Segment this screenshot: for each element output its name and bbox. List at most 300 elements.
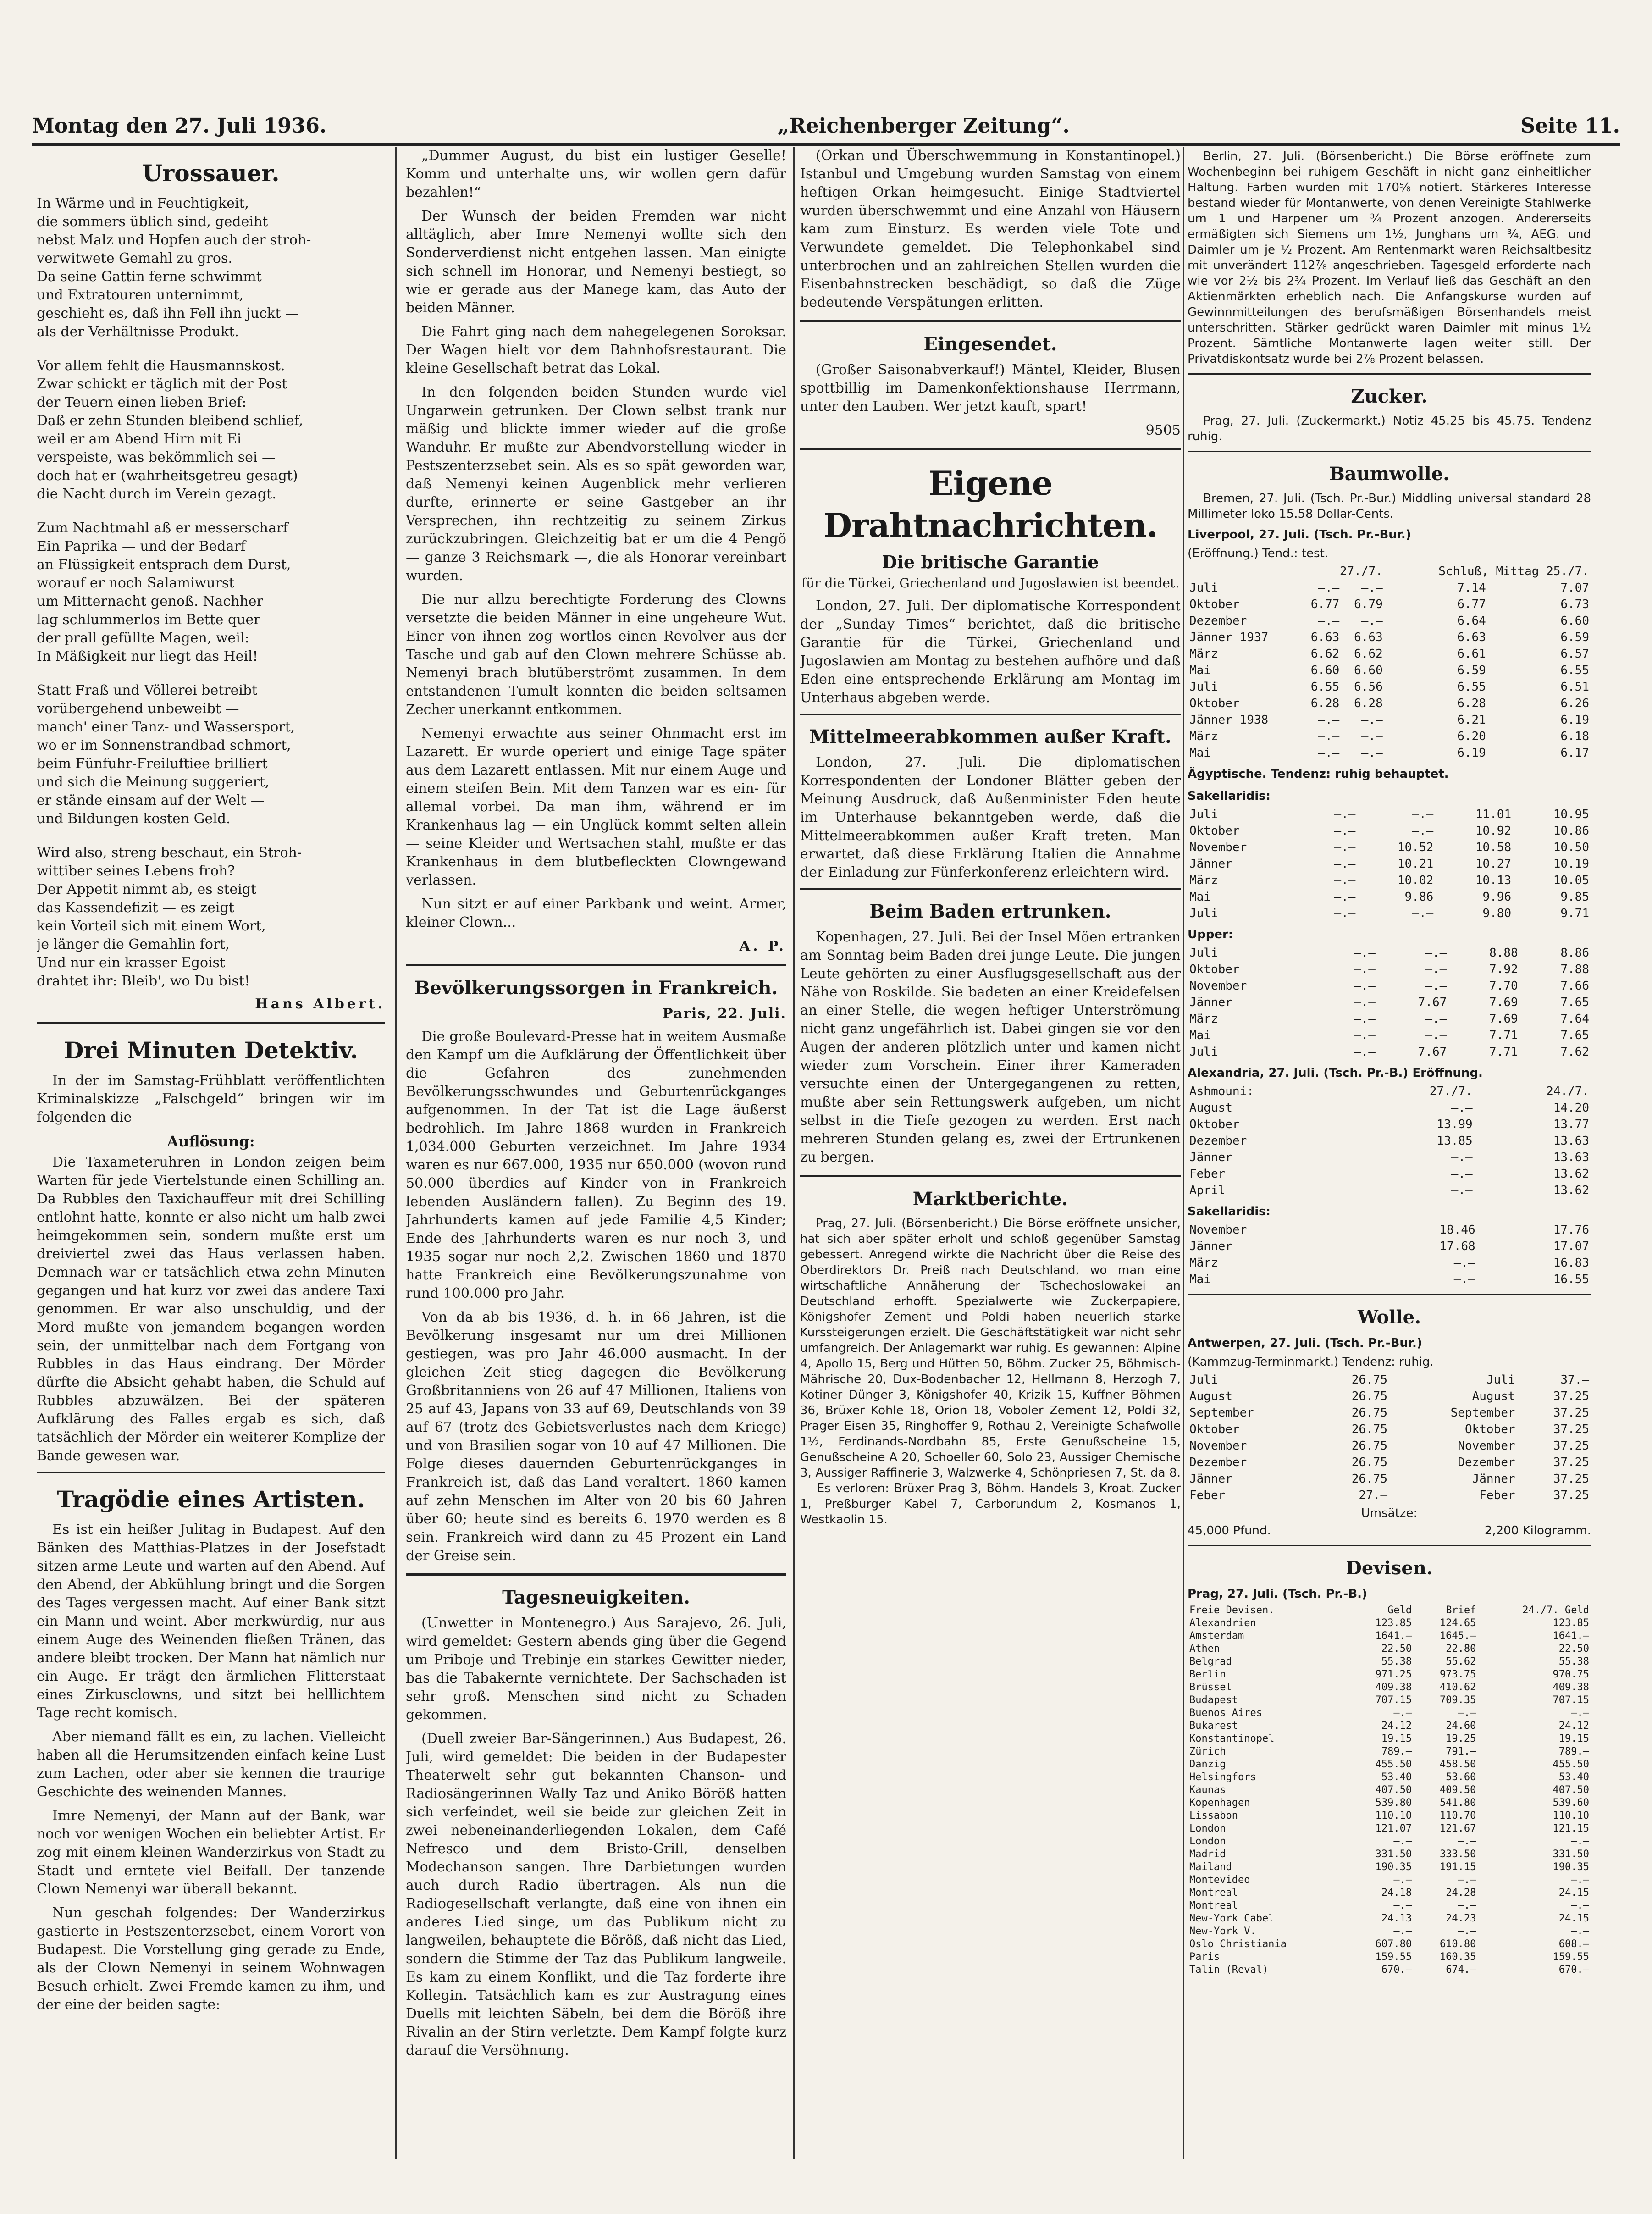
poem-line: Der Appetit nimmt ab, es steigt <box>37 881 257 897</box>
column-rule <box>793 147 795 2159</box>
row-label: Dezember <box>1189 1134 1247 1148</box>
cell-value: 9.96 <box>1482 890 1512 904</box>
cell-value: —.— <box>1412 808 1434 821</box>
tragedy-paragraph: Der Wunsch der beiden Fremden war nicht alltäglich, aber Imre Nemenyi wollte sich den Sonderverdienst nicht entgehen lassen. Man einigte sich schnell im Honorar, und Nemenyi bestiegt, so wie er gerade aus der Manege kam, das Auto der beiden Männer. <box>406 208 786 316</box>
row-label: Juli <box>1189 581 1218 595</box>
table-row <box>1188 1617 1591 1630</box>
wool-sub: (Kammzug-Terminmarkt.) Tendenz: ruhig. <box>1188 1355 1434 1369</box>
cell-value: 7.71 <box>1489 1029 1518 1042</box>
column-header: 24./7. Geld <box>1522 1605 1589 1616</box>
cotton-bremen: Bremen, 27. Juli. (Tsch. Pr.-Bur.) Middling universal standard 28 Millimeter loko 15.58 Dollar-Cents. <box>1188 492 1591 521</box>
cell-value: 7.65 <box>1560 996 1589 1009</box>
table-row <box>1188 1707 1591 1720</box>
page-number: Seite 11. <box>1520 114 1620 138</box>
poem-line: Statt Fraß und Völlerei betreibt <box>37 682 258 698</box>
cell-value: —.— <box>1361 713 1383 727</box>
cell-value: 10.50 <box>1553 841 1589 854</box>
cell-value: 6.28 <box>1310 697 1340 710</box>
cell-value: 6.60 <box>1354 664 1383 677</box>
table-row <box>1188 1438 1591 1454</box>
poem-line: In Mäßigkeit nur liegt das Heil! <box>37 648 258 664</box>
cell-value: —.— <box>1571 1707 1589 1719</box>
row-label: Belgrad <box>1189 1656 1232 1667</box>
cell-value: 9.86 <box>1404 890 1434 904</box>
divider <box>800 888 1181 890</box>
poem-line: doch hat er (wahrheitsgetreu gesagt) <box>37 468 298 484</box>
row-label: Juli <box>1189 946 1218 960</box>
poem-body <box>37 194 385 991</box>
cell-value: 333.50 <box>1439 1849 1476 1860</box>
cell-value: 7.67 <box>1418 1045 1447 1059</box>
table-row <box>1188 872 1591 889</box>
stanza-gap <box>37 504 385 519</box>
cotton-title: Baumwolle. <box>1329 463 1449 485</box>
cell-value: 7.71 <box>1489 1045 1518 1059</box>
cotton-liverpool-head: Liverpool, 27. Juli. (Tsch. Pr.-Bur.) <box>1188 528 1411 542</box>
column-rule <box>395 147 397 2159</box>
cell-value: 160.35 <box>1439 1951 1476 1963</box>
table-row <box>1188 1771 1591 1784</box>
row-label: Oktober <box>1189 598 1240 611</box>
cell-value: 410.62 <box>1439 1682 1476 1693</box>
row-label: Mai <box>1189 746 1211 760</box>
poem-line: Ein Paprika — und der Bedarf <box>37 538 246 554</box>
poem-line: je länger die Gemahlin fort, <box>37 936 230 952</box>
table-row <box>1188 1964 1591 1976</box>
poem-line: der prall gefüllte Magen, weil: <box>37 630 249 646</box>
table-row <box>1188 728 1591 745</box>
divider <box>1188 1545 1591 1546</box>
cell-value: 110.10 <box>1375 1810 1412 1821</box>
row-label: November <box>1189 841 1247 854</box>
poem-line: Da seine Gattin ferne schwimmt <box>37 269 262 285</box>
population-paragraph: Von da ab bis 1936, d. h. in 66 Jahren, ist die Bevölkerung insgesamt nur um drei Millionen gestiegen, was pro Jahr 46.000 ausmacht. In der gleichen Zeit stieg dagegen die Bevölkerung Großbritanniens von 26 auf 47 Millionen, Italiens von 25 auf 43, Japans von 33 auf 69, Deutschlands von 39 auf 67 (trotz des Gebietsverlustes nach dem Kriege) und von Brasilien sogar von 10 auf 47 Millionen. Die Folge dieses dauernden Geburtenrückganges in Frankreich ist, daß das Land veraltert. 1860 kamen auf zehn Menschen im Alter von 20 bis 60 Jahren über 60; heute sind es bereits 6. 1970 werden es 8 sein. Frankreich wird dann zu 45 Prozent ein Land der Greise sein. <box>406 1309 786 1564</box>
cell-value: 6.20 <box>1457 730 1486 743</box>
poem-line: manch' einer Tanz- und Wassersport, <box>37 719 295 735</box>
cell-value: 17.07 <box>1553 1240 1589 1253</box>
cell-value: 10.02 <box>1398 874 1434 887</box>
row-label: Mailand <box>1189 1861 1232 1873</box>
table-row <box>1188 1044 1591 1060</box>
masthead: „Reichenberger Zeitung“. <box>777 114 1070 138</box>
cell-value: 607.80 <box>1375 1938 1412 1950</box>
table-row <box>1188 1822 1591 1835</box>
row-label: März <box>1189 1256 1218 1270</box>
cell-value: —.— <box>1318 614 1340 628</box>
row-label: Oktober <box>1189 697 1240 710</box>
cell-value: —.— <box>1334 841 1356 854</box>
page-header <box>32 101 1620 146</box>
guarantee-subtitle: für die Türkei, Griechenland und Jugoslawien ist beendet. <box>801 576 1180 591</box>
poem-line: nebst Malz und Hopfen auch der stroh- <box>37 232 311 248</box>
cell-value: —.— <box>1412 907 1434 920</box>
column-header: 24./7. <box>1546 1085 1589 1098</box>
stanza-gap <box>37 666 385 681</box>
cell-value: 10.58 <box>1475 841 1512 854</box>
drown-text: Kopenhagen, 27. Juli. Bei der Insel Möen ertranken am Sonntag beim Baden drei junge Leute. Die jungen Leute gehörten zu einer Ausflugsgesellschaft aus der Nähe von Roskilde. Sie badeten an einer Kreidefelsen an einer Stelle, die wegen heftiger Unterströmung nicht ganz ungefährlich ist. Dabei gingen sie vor den Augen der anderen plötzlich unter und kamen nicht wieder zum Vorschein. Einer ihrer Kameraden versuchte einen der Untergegangenen zu retten, mußte aber sein Rettungswerk aufgeben, um nicht selbst in die Tiefe gezogen zu werden. Erst nach mehreren Stunden gelang es, zwei der Ertrunkenen zu bergen. <box>800 929 1181 1165</box>
row-label: Juli <box>1189 1373 1218 1387</box>
wool-head: Antwerpen, 27. Juli. (Tsch. Pr.-Bur.) <box>1188 1336 1422 1350</box>
table-row <box>1188 580 1591 596</box>
poem-line: lag schlummerlos im Bette quer <box>37 612 260 628</box>
cell-value: 19.15 <box>1558 1733 1589 1744</box>
cell-value: 53.40 <box>1558 1771 1589 1783</box>
poem-line: und sich die Meinung suggeriert, <box>37 774 270 790</box>
row-label: Jänner <box>1189 996 1232 1009</box>
cell-value: 6.63 <box>1457 631 1486 644</box>
cotton-sak-head: Sakellaridis: <box>1188 789 1271 803</box>
cell-value: 6.63 <box>1310 631 1340 644</box>
cell-value: 6.59 <box>1457 664 1486 677</box>
cell-value: 53.40 <box>1381 1771 1412 1783</box>
cell-value: —.— <box>1354 946 1376 960</box>
cell-value: 455.50 <box>1375 1759 1412 1770</box>
row-label: Mai <box>1189 664 1211 677</box>
cell-value: 110.10 <box>1553 1810 1589 1821</box>
cell-value: —.— <box>1318 746 1340 760</box>
cell-value: —.— <box>1318 730 1340 743</box>
cell-value: 10.92 <box>1475 824 1512 838</box>
cell-value: 37.25 <box>1553 1422 1589 1436</box>
row-label: Amsterdam <box>1189 1630 1244 1642</box>
cell-value: 26.75 <box>1351 1406 1387 1420</box>
cell-value: 13.63 <box>1553 1134 1589 1148</box>
cotton-sak2-head: Sakellaridis: <box>1188 1205 1271 1218</box>
cell-value: 970.75 <box>1553 1669 1589 1680</box>
poem-line: und Bildungen kosten Geld. <box>37 811 231 827</box>
row-label: März <box>1189 874 1218 887</box>
row-label: Jänner <box>1189 1151 1232 1164</box>
cell-value: 19.15 <box>1381 1733 1412 1744</box>
cell-value: 10.19 <box>1553 857 1589 871</box>
cell-value: 8.88 <box>1489 946 1518 960</box>
cell-value: 24.60 <box>1446 1720 1476 1732</box>
cotton-alex-head: Alexandria, 27. Juli. (Tsch. Pr.-B.) Eröffnung. <box>1188 1066 1483 1080</box>
row-label: Oslo Christiania <box>1189 1938 1287 1950</box>
cell-value: 455.50 <box>1553 1759 1589 1770</box>
cell-value: 409.38 <box>1375 1682 1412 1693</box>
cell-value: 6.51 <box>1560 680 1589 694</box>
table-row <box>1188 1655 1591 1668</box>
advert-text: (Großer Saisonabverkauf!) Mäntel, Kleider, Blusen spottbillig im Damenkonfektionshause Herrmann, unter den Lauben. Wer jetzt kauft, spart! <box>800 362 1181 415</box>
row-label: August <box>1189 1101 1232 1115</box>
cell-value: 22.80 <box>1446 1643 1476 1655</box>
table-row <box>1188 889 1591 905</box>
cell-value: 191.15 <box>1439 1861 1476 1873</box>
cell-value: 159.55 <box>1375 1951 1412 1963</box>
advert-title: Eingesendet. <box>923 333 1057 355</box>
cell-value: 124.65 <box>1439 1617 1476 1629</box>
table-row <box>1188 745 1591 761</box>
cell-value: 1641.— <box>1375 1630 1412 1642</box>
cell-value: —.— <box>1361 730 1383 743</box>
row-label: März <box>1189 1012 1218 1026</box>
sugar-text: Prag, 27. Juli. (Zuckermarkt.) Notiz 45.25 bis 45.75. Tendenz ruhig. <box>1188 414 1591 443</box>
table-row <box>1188 1487 1591 1504</box>
table-row <box>1188 856 1591 872</box>
tragedy-paragraph: Die nur allzu berechtigte Forderung des Clowns versetzte die beiden Männer in eine ungeheure Wut. Einer von ihnen zog wortlos einen Revolver aus der Tasche und gab auf den Clown mehrere Schüsse ab. Nemenyi brach blutüberströmt zusammen. In dem entstandenen Tumult konnten die beiden seltsamen Zecher unerkannt entkommen. <box>406 592 786 718</box>
wool-table <box>1188 1372 1591 1504</box>
cell-value: 1641.— <box>1553 1630 1589 1642</box>
divider <box>1188 373 1591 375</box>
cell-value: 37.25 <box>1553 1489 1589 1502</box>
row-label: Brüssel <box>1189 1682 1232 1693</box>
poem-line: verspeiste, was bekömmlich sei — <box>37 449 276 465</box>
row-label: New-York Cabel <box>1189 1913 1275 1924</box>
row-label: November <box>1189 979 1247 993</box>
cell-value: 539.80 <box>1375 1797 1412 1809</box>
row-label: Oktober <box>1189 1422 1240 1436</box>
cell-value: 6.17 <box>1560 746 1589 760</box>
cell-value: 37.25 <box>1553 1472 1589 1486</box>
cell-value: 24.28 <box>1446 1887 1476 1899</box>
cell-value: 16.83 <box>1553 1256 1589 1270</box>
cell-value: —.— <box>1354 996 1376 1009</box>
cell-value: 1645.— <box>1439 1630 1476 1642</box>
poem-line: und Extratouren unternimmt, <box>37 287 244 303</box>
wool-sales <box>1188 1523 1591 1539</box>
cell-value: 55.62 <box>1446 1656 1476 1667</box>
cell-value: 608.— <box>1558 1938 1589 1950</box>
row-label: Jänner <box>1189 857 1232 871</box>
table-row <box>1188 1421 1591 1438</box>
table-row <box>1188 1630 1591 1643</box>
cell-value: 13.99 <box>1437 1118 1473 1131</box>
divider <box>37 1022 385 1024</box>
cell-value: 7.07 <box>1560 581 1589 595</box>
row-label: Helsingfors <box>1189 1771 1256 1783</box>
column-header: Schluß, Mittag 25./7. <box>1438 565 1589 578</box>
cell-value: 6.19 <box>1457 746 1486 760</box>
row-label: Lissabon <box>1189 1810 1238 1821</box>
cell-value: 24.12 <box>1381 1720 1412 1732</box>
cell-value: —.— <box>1334 808 1356 821</box>
table-row <box>1188 1166 1591 1182</box>
row-label: Montevideo <box>1189 1874 1250 1886</box>
cell-value: 409.50 <box>1439 1784 1476 1796</box>
poem-line: Und nur ein krasser Egoist <box>37 955 226 971</box>
row-label: Mai <box>1189 1029 1211 1042</box>
cell-value: 13.62 <box>1553 1167 1589 1181</box>
cell-value: 6.79 <box>1354 598 1383 611</box>
column-1 <box>37 147 385 2159</box>
devisen-table <box>1188 1604 1591 1976</box>
table-row <box>1188 1388 1591 1405</box>
table-row <box>1188 1899 1591 1912</box>
divider <box>800 448 1181 450</box>
detective-body: Die Taxameteruhren in London zeigen beim Warten für jede Viertelstunde einen Schilling an. Da Rubbles den Taxichauffeur mit drei Schilling entlohnt hatte, konnte er also nicht um halb zwei heimgekommen sein, sondern mußte erst um dreiviertel zwei das Haus verlassen haben. Demnach war er tatsächlich etwa zehn Minuten gegangen und hat kurz vor zwei das andere Taxi genommen. Er war also unschuldig, und der Mord mußte von jemandem begangen worden sein, der unmittelbar nach dem Fortgang von Rubbles in das Haus eindrang. Der Mörder dürfte die Absicht gehabt haben, die Schuld auf Rubbles abzuwälzen. Bei der späteren Aufklärung des Falles ergab es sich, daß tatsächlich der Mörder ein weiterer Komplize der Bande gewesen war. <box>37 1154 385 1464</box>
table-row <box>1188 1405 1591 1421</box>
cell-value: —.— <box>1453 1273 1475 1286</box>
poem-line: Vor allem fehlt die Hausmannskost. <box>37 358 285 374</box>
row-label: April <box>1189 1184 1226 1197</box>
tragedy-paragraph: Die Fahrt ging nach dem nahegelegenen Soroksar. Der Wagen hielt vor dem Bahnhofsrestaurant. Die kleine Gesellschaft betrat das Lokal. <box>406 324 786 376</box>
poem-line: Daß er zehn Stunden bleibend schlief, <box>37 413 304 429</box>
cell-value: 539.60 <box>1553 1797 1589 1809</box>
cell-value: 24.12 <box>1558 1720 1589 1732</box>
cell-value: Feber <box>1479 1489 1515 1502</box>
cell-value: —.— <box>1334 890 1356 904</box>
row-label: Juli <box>1189 907 1218 920</box>
cell-value: 331.50 <box>1553 1849 1589 1860</box>
row-label: Berlin <box>1189 1669 1226 1680</box>
cell-value: 7.69 <box>1489 996 1518 1009</box>
cell-value: 26.75 <box>1351 1373 1387 1387</box>
row-label: November <box>1189 1223 1247 1237</box>
cell-value: —.— <box>1334 824 1356 838</box>
row-label: Athen <box>1189 1643 1220 1655</box>
cell-value: —.— <box>1451 1151 1473 1164</box>
cell-value: 24.18 <box>1381 1887 1412 1899</box>
table-row <box>1188 1732 1591 1745</box>
cell-value: 331.50 <box>1375 1849 1412 1860</box>
row-label: Jänner 1938 <box>1189 713 1269 727</box>
cell-value: 6.62 <box>1354 647 1383 661</box>
cell-value: —.— <box>1458 1836 1476 1847</box>
cell-value: 123.85 <box>1375 1617 1412 1629</box>
row-label: Bukarest <box>1189 1720 1238 1732</box>
issue-date: Montag den 27. Juli 1936. <box>32 114 327 138</box>
cotton-table <box>1188 563 1591 761</box>
news-item: (Unwetter in Montenegro.) Aus Sarajevo, 26. Juli, wird gemeldet: Gestern abends ging über die Gegend um Priboje und Trebinje ein starkes Gewitter nieder, bas die Tabakernte vernichtete. Der Sachschaden ist sehr groß. Menschen sind nicht zu Schaden gekommen. <box>406 1615 786 1723</box>
poem-line: das Kassendefizit — es zeigt <box>37 900 234 916</box>
cell-value: 7.62 <box>1560 1045 1589 1059</box>
cell-value: 159.55 <box>1553 1951 1589 1963</box>
cell-value: 7.65 <box>1560 1029 1589 1042</box>
cell-value: —.— <box>1393 1707 1412 1719</box>
poem-line: die Nacht durch im Verein gezagt. <box>37 486 276 502</box>
cell-value: 37.25 <box>1553 1389 1589 1403</box>
cell-value: 6.61 <box>1457 647 1486 661</box>
cell-value: 6.77 <box>1310 598 1340 611</box>
divider <box>1188 1294 1591 1295</box>
table-row <box>1188 1745 1591 1758</box>
table-row <box>1188 1694 1591 1707</box>
row-label: Juli <box>1189 680 1218 694</box>
cell-value: 7.66 <box>1560 979 1589 993</box>
cell-value: —.— <box>1451 1184 1473 1197</box>
cell-value: 407.50 <box>1553 1784 1589 1796</box>
table-row <box>1188 806 1591 823</box>
table-row <box>1188 1912 1591 1925</box>
cell-value: —.— <box>1361 581 1383 595</box>
cell-value: 6.73 <box>1560 598 1589 611</box>
column-header: Brief <box>1446 1605 1476 1616</box>
wool-sales-label: Umsätze: <box>1361 1506 1418 1520</box>
row-label: Budapest <box>1189 1694 1238 1706</box>
cell-value: 458.50 <box>1439 1759 1476 1770</box>
cell-value: 17.76 <box>1553 1223 1589 1237</box>
poem-author: Hans Albert. <box>255 996 385 1012</box>
cell-value: 17.68 <box>1439 1240 1475 1253</box>
row-label: Juli <box>1189 808 1218 821</box>
table-row <box>1188 712 1591 728</box>
cell-value: —.— <box>1393 1900 1412 1911</box>
row-label: Konstantinopel <box>1189 1733 1275 1744</box>
cell-value: —.— <box>1354 1029 1376 1042</box>
news-title: Tagesneuigkeiten. <box>502 1587 690 1608</box>
cell-value: 53.60 <box>1446 1771 1476 1783</box>
poem-line: wittiber seines Lebens froh? <box>37 863 235 879</box>
row-label: Jänner <box>1189 1472 1232 1486</box>
market-title: Marktberichte. <box>912 1188 1068 1210</box>
table-row <box>1188 662 1591 679</box>
row-label: März <box>1189 730 1218 743</box>
poem-title: Urossauer. <box>142 160 280 187</box>
cell-value: —.— <box>1425 979 1447 993</box>
row-label: Juli <box>1189 1045 1218 1059</box>
cell-value: 55.38 <box>1558 1656 1589 1667</box>
cell-value: 610.80 <box>1439 1938 1476 1950</box>
cell-value: 407.50 <box>1375 1784 1412 1796</box>
table-row <box>1188 1784 1591 1797</box>
poem-line: drahtet ihr: Bleib', wo Du bist! <box>37 973 250 989</box>
cell-value: —.— <box>1393 1836 1412 1847</box>
table-row <box>1188 613 1591 629</box>
poem-line: der Teuern einen lieben Brief: <box>37 394 247 410</box>
cell-value: 24.13 <box>1381 1913 1412 1924</box>
devisen-head: Prag, 27. Juli. (Tsch. Pr.-B.) <box>1188 1587 1367 1601</box>
cell-value: 709.35 <box>1439 1694 1476 1706</box>
cell-value: —.— <box>1334 907 1356 920</box>
row-label: Talin (Reval) <box>1189 1964 1269 1976</box>
table-row <box>1188 1643 1591 1655</box>
poem-line: vorübergehend unbeweibt — <box>37 701 239 717</box>
row-label: Dezember <box>1189 1456 1247 1469</box>
tragedy-paragraph: „Dummer August, du bist ein lustiger Geselle! Komm und unterhalte uns, wir wollen gern dafür bezahlen!“ <box>406 148 786 200</box>
row-label: Kopenhagen <box>1189 1797 1250 1809</box>
row-label: Kaunas <box>1189 1784 1226 1796</box>
divider <box>37 1472 385 1473</box>
cell-value: 6.55 <box>1457 680 1486 694</box>
row-label: Oktober <box>1189 1118 1240 1131</box>
cell-value: —.— <box>1393 1926 1412 1937</box>
table-row <box>1188 1848 1591 1861</box>
cell-value: 13.63 <box>1553 1151 1589 1164</box>
cell-value: —.— <box>1451 1101 1473 1115</box>
tragedy-paragraph: Nun sitzt er auf einer Parkbank und weint. Armer, kleiner Clown... <box>406 896 786 930</box>
column-2 <box>406 147 786 2159</box>
cell-value: 6.59 <box>1560 631 1589 644</box>
table-row <box>1188 823 1591 839</box>
cell-value: 6.19 <box>1560 713 1589 727</box>
row-label: Danzig <box>1189 1759 1226 1770</box>
guarantee-title: Die britische Garantie <box>882 552 1099 572</box>
table-row <box>1188 905 1591 922</box>
table-row <box>1188 1372 1591 1388</box>
row-label: Zürich <box>1189 1746 1226 1757</box>
table-row <box>1188 1238 1591 1255</box>
cell-value: —.— <box>1458 1926 1476 1937</box>
cell-value: 16.55 <box>1553 1273 1589 1286</box>
cell-value: 10.27 <box>1475 857 1512 871</box>
cell-value: —.— <box>1425 1029 1447 1042</box>
cell-value: 13.77 <box>1553 1118 1589 1131</box>
poem-line: kein Vorteil sich mit einem Wort, <box>37 918 266 934</box>
cell-value: 6.57 <box>1560 647 1589 661</box>
cell-value: Juli <box>1486 1373 1515 1387</box>
cell-value: Jänner <box>1472 1472 1515 1486</box>
row-label: London <box>1189 1836 1226 1847</box>
cell-value: 10.95 <box>1553 808 1589 821</box>
table-row <box>1188 1887 1591 1899</box>
cell-value: 7.14 <box>1457 581 1486 595</box>
tragedy-paragraph: Aber niemand fällt es ein, zu lachen. Vielleicht haben all die Herumsitzenden einfach keine Lust zum Lachen, oder aber sie kennen die traurige Geschichte des weinenden Mannes. <box>37 1729 385 1800</box>
table-row <box>1188 1835 1591 1848</box>
cell-value: 6.21 <box>1457 713 1486 727</box>
cell-value: 10.05 <box>1553 874 1589 887</box>
cell-value: 37.25 <box>1553 1456 1589 1469</box>
